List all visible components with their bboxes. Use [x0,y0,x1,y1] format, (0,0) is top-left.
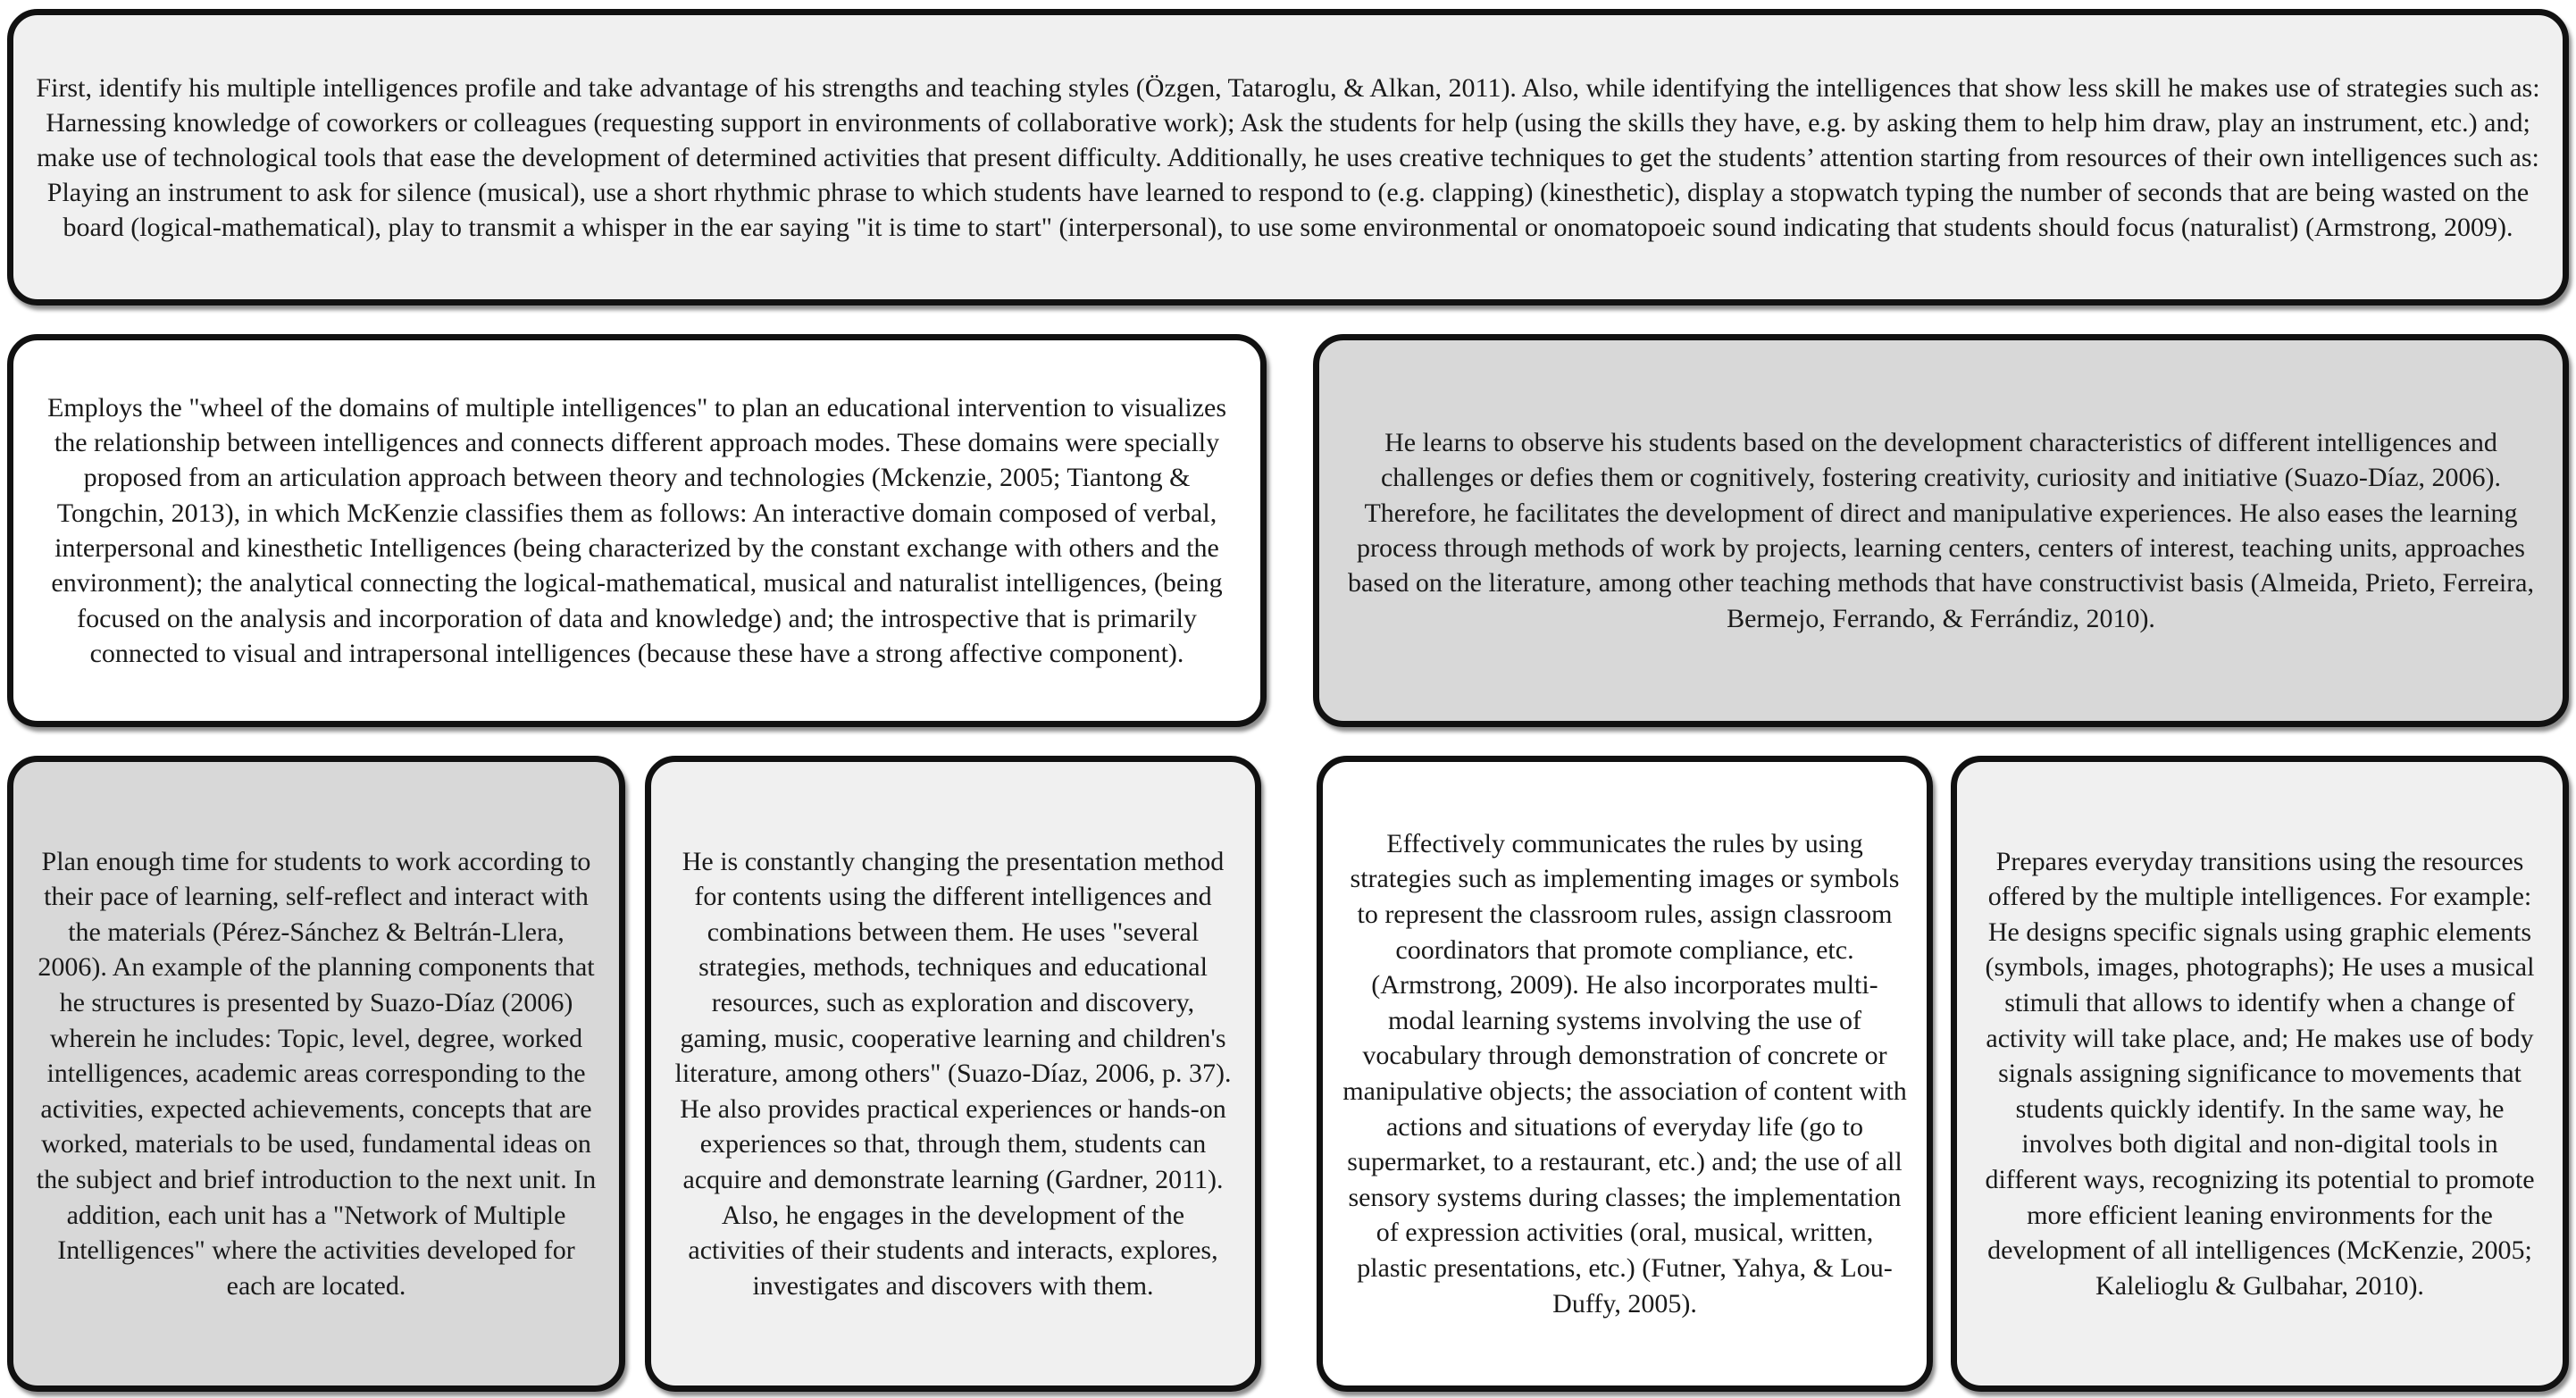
strategy-box-text: He is constantly changing the presentation method for contents using the different intelligences and combinations between them. He uses "several strategies, methods, techniques and educational resources, such as exploration and discovery, gaming, music, cooperative learning and children's literature, among others" (Suazo-Díaz, 2006, p. 37). He also provides practical experiences or hands-on experiences so that, through them, students can acquire and demonstrate learning (Gardner, 2011). Also, he engages in the development of the activities of their students and interacts, explores, investigates and discovers with them. [674,846,1232,1301]
strategy-box-text: He learns to observe his students based on the development characteristics of different intelligences and challenges or defies them or cognitively, fostering creativity, curiosity and initiative (Suazo-Díaz, 2006). Therefore, he facilitates the development of direct and manipulative experiences. He also eases the learning process through methods of work by projects, learning centers, centers of interest, teaching units, approaches based on the literature, among other teaching methods that have constructivist basis (Almeida, Prieto, Ferreira, Bermejo, Ferrando, & Ferrándiz, 2010). [1348,428,2534,633]
strategy-box-wheel-of-domains [7,334,1267,727]
strategy-box-text: Prepares everyday transitions using the resources offered by the multiple intelligences. For example: He designs specific signals using graphic elements (symbols, images, photographs); He uses a musical stimuli that allows to identify when a change of activity will take place, and; He makes use of body signals assigning significance to movements that students quickly identify. In the same way, he involves both digital and non-digital tools in different ways, recognizing its potential to promote more efficient leaning environments for the development of all intelligences (McKenzie, 2005; Kalelioglu & Gulbahar, 2010). [1985,846,2535,1301]
strategy-box-intelligences-profile [7,9,2569,306]
strategy-box-text: First, identify his multiple intelligences profile and take advantage of his strengths and teaching styles (Özgen, Tataroglu, & Alkan, 2011). Also, while identifying the intelligences that show less skill he makes use of strategies such as: Harnessing knowledge of coworkers or colleagues (requesting support in environments of collaborative work); Ask the students for help (using the skills they have, e.g. by asking them to help him draw, play an instrument, etc.) and; make use of technological tools that ease the development of determined activities that present difficulty. Additionally, he uses creative techniques to get the students’ attention starting from resources of their own intelligences such as: Playing an instrument to ask for silence (musical), use a short rhythmic phrase to which students have learned to respond to (e.g. clapping) (kinesthetic), display a stopwatch typing the number of seconds that are being wasted on the board (logical-mathematical), play to transmit a whisper in the ear saying "it is time to start" (interpersonal), to use some environmental or onomatopoeic sound indicating that students should focus (naturalist) (Armstrong, 2009). [36,72,2540,242]
strategy-box-communicate-rules [1317,756,1933,1392]
strategy-box-presentation-method [645,756,1261,1392]
strategy-box-plan-time [7,756,625,1392]
strategy-box-observe-students [1313,334,2569,727]
strategy-box-everyday-transitions [1951,756,2569,1392]
strategy-box-text: Employs the "wheel of the domains of multiple intelligences" to plan an educational intervention to visualizes the relationship between intelligences and connects different approach modes. These domains were specially proposed from an articulation approach between theory and technologies (Mckenzie, 2005; Tiantong & Tongchin, 2013), in which McKenzie classifies them as follows: An interactive domain composed of verbal, interpersonal and kinesthetic Intelligences (being characterized by the constant exchange with others and the environment); the analytical connecting the logical-mathematical, musical and naturalist intelligences, (being focused on the analysis and incorporation of data and knowledge) and; the introspective that is primarily connected to visual and intrapersonal intelligences (because these have a strong affective component). [47,392,1226,668]
strategy-box-text: Effectively communicates the rules by using strategies such as implementing images or symbols to represent the classroom rules, assign classroom coordinators that promote compliance, etc. (Armstrong, 2009). He also incorporates multi-modal learning systems involving the use of vocabulary through demonstration of concrete or manipulative objects; the association of content with actions and situations of everyday life (go to supermarket, to a restaurant, etc.) and; the use of all sensory systems during classes; the implementation of expression activities (oral, musical, written, plastic presentations, etc.) (Futner, Yahya, & Lou-Duffy, 2005). [1342,828,1907,1318]
strategy-box-text: Plan enough time for students to work according to their pace of learning, self-reflect and interact with the materials (Pérez-Sánchez & Beltrán-Llera, 2006). An example of the planning components that he structures is presented by Suazo-Díaz (2006) wherein he includes: Topic, level, degree, worked intelligences, academic areas corresponding to the activities, expected achievements, concepts that are worked, materials to be used, fundamental ideas on the subject and brief introduction to the next unit. In addition, each unit has a "Network of Multiple Intelligences" where the activities developed for each are located. [36,846,597,1301]
